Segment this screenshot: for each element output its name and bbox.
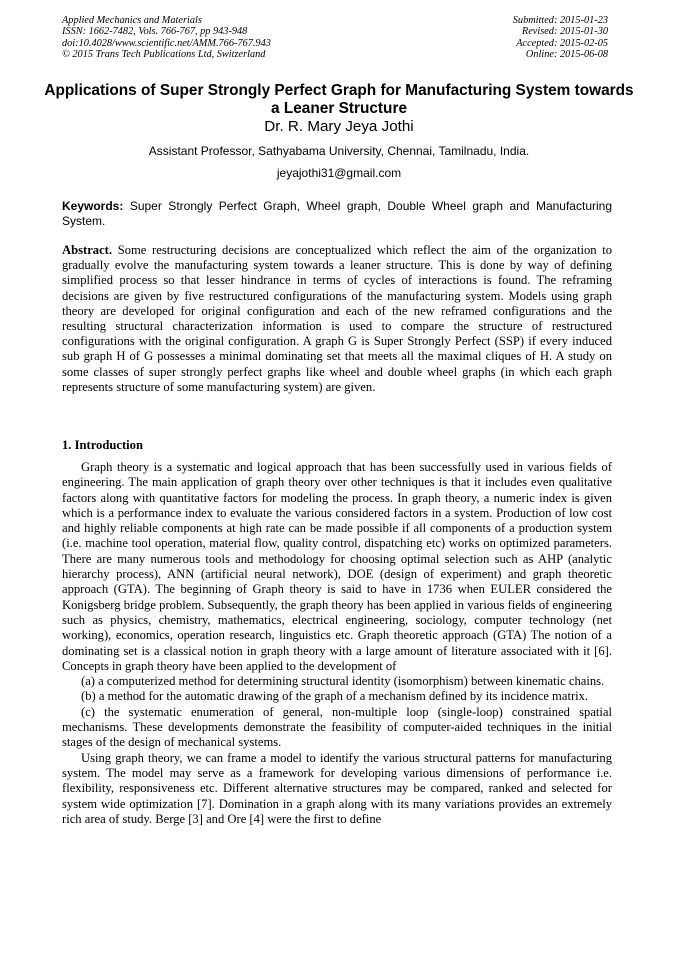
list-item-c: (c) the systematic enumeration of general, non-multiple loop (single-loop) constrained spatial mechanisms. These developments demonstrate the feasibility of computer-aided techniques in the initial stages of the design of mechanical systems. [62, 704, 612, 750]
paper-title: Applications of Super Strongly Perfect Graph for Manufacturing System towards a Leaner Structure [44, 82, 634, 117]
keywords [62, 199, 612, 229]
author-name: Dr. R. Mary Jeya Jothi [264, 118, 414, 135]
abstract-label: Abstract. [62, 243, 113, 257]
paragraph: Graph theory is a systematic and logical approach that has been successfully used in various fields of engineering. The main application of graph theory over other techniques is that it includes even qualitative factors along with quantitative factors for modeling the process. In graph theory, a numeric index is given which is a performance index to evaluate the various considered factors in a system. Production of low cost and highly reliable components at high rate can be made possible if all components of a production system (i.e. machine tool operation, material flow, quality control, dispatching etc) works on optimized parameters. There are many numerous tools and methodology for choosing optimal selection such as AHP (analytic hierarchy process), ANN (artificial neural network), DOE (design of experiment) and graph theoretic approach (GTA). The beginning of Graph theory is said to have in 1736 when EULER considered the Konigsberg bridge problem. Subsequently, the graph theory has been applied in various fields of engineering such as physics, chemistry, mathematics, electrical engineering, sociology, computer technology (net working), economics, operation research, linguistics etc. Graph theoretic approach (GTA) The notion of a dominating set is a classical notion in graph theory with a large amount of literature associated with it [6]. Concepts in graph theory have been applied to the development of [62, 460, 612, 673]
abstract [62, 243, 612, 395]
journal-info [62, 15, 271, 61]
author-email[interactable]: jeyajothi31@gmail.com [276, 166, 402, 180]
introduction-body [62, 460, 612, 827]
doi-line[interactable]: doi:10.4028/www.scientific.net/AMM.766-767.943 [62, 37, 271, 49]
author-affiliation: Assistant Professor, Sathyabama University, Chennai, Tamilnadu, India. [148, 144, 530, 158]
copyright-line: © 2015 Trans Tech Publications Ltd, Switzerland [62, 49, 266, 61]
list-item-a: (a) a computerized method for determining structural identity (isomorphism) between kinematic chains. [81, 674, 605, 689]
online-date: Online: 2015-06-08 [525, 49, 608, 61]
issn-line: ISSN: 1662-7482, Vols. 766-767, pp 943-948 [62, 26, 248, 38]
publication-dates [513, 15, 608, 61]
keywords-text: Super Strongly Perfect Graph, Wheel graph, Double Wheel graph and Manufacturing System. [62, 199, 612, 228]
revised-date: Revised: 2015-01-30 [521, 26, 608, 38]
running-header [62, 15, 608, 65]
abstract-text: Some restructuring decisions are conceptualized which reflect the aim of the organization to gradually evolve the manufacturing system towards a leaner structure. This is done by way of defining simplified process so that lesser hindrance in terms of cycles of interactions is found. The reframing decisions are given by five restructured configurations of the manufacturing system. Models using graph theory are developed for original configuration and each of the new reframed configurations and the resulting structural characterization information is used to compare the structure of restructured configurations with the original configuration. A graph G is Super Strongly Perfect (SSP) if every induced sub graph H of G possesses a minimal dominating set that meets all the maximal cliques of H. A study on some classes of super strongly perfect graphs like wheel and double wheel graphs (in which each graph represents structure of some manufacturing system) are given. [62, 243, 612, 394]
submitted-date: Submitted: 2015-01-23 [512, 15, 608, 26]
section-heading-introduction: 1. Introduction [62, 438, 143, 452]
keywords-label: Keywords: [62, 199, 124, 213]
paragraph: Using graph theory, we can frame a model to identify the various structural patterns for manufacturing system. The model may serve as a framework for developing various dimensions of performance i.e. flexibility, responsiveness etc. Different alternative structures may be compared, ranked and selected for system wide optimization [7]. Domination in a graph along with its many variations provides an extremely rich area of study. Berge [3] and Ore [4] were the first to define [62, 750, 612, 826]
accepted-date: Accepted: 2015-02-05 [516, 37, 608, 49]
journal-name: Applied Mechanics and Materials [62, 15, 202, 26]
list-item-b: (b) a method for the automatic drawing of the graph of a mechanism defined by its incidence matrix. [81, 689, 589, 704]
